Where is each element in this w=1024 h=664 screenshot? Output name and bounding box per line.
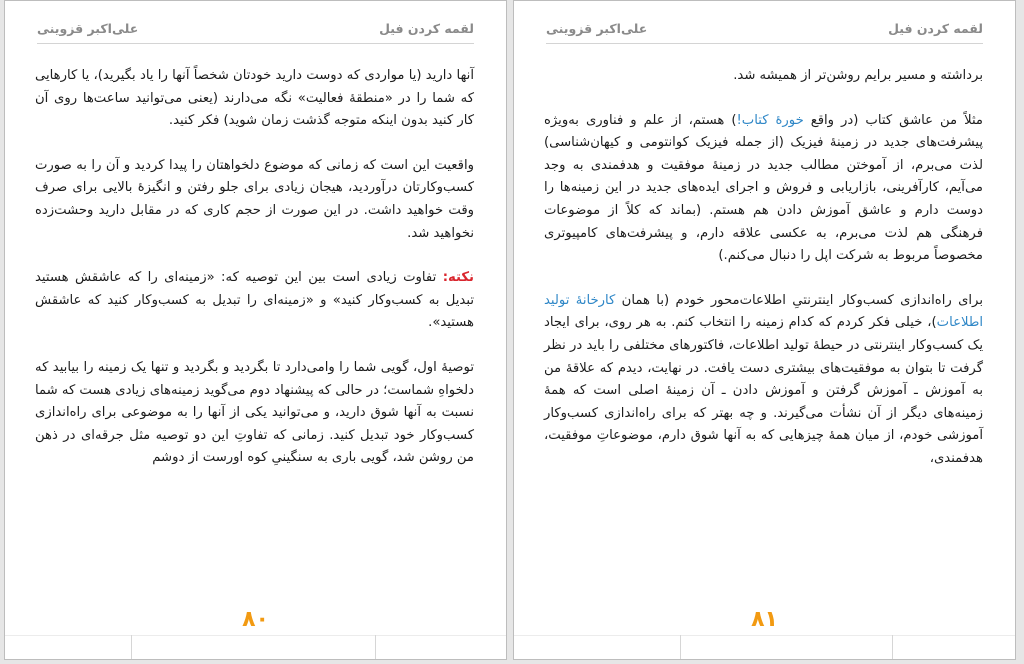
footer-divider — [514, 635, 1015, 636]
header-book-title: لقمه کردن فیل — [888, 20, 983, 36]
page-body — [35, 65, 474, 492]
page-header — [546, 13, 983, 44]
text-run: )، خیلی فکر کردم که کدام زمینه را انتخاب کنم. به هر روی، برای ایجاد یک کسب‌وکار اینترنتی در حیطهٔ تولید اطلاعات، فاکتورهای مختلفی را باید در نظر گرفت تا بتوان به موفقیت‌های بیشتری دست یافت. در نهایت، دیدم که علاقهٔ من به آموزش ـ آموزش گرفتن و آموزش دادن ـ آن زمینهٔ اصلی است که همهٔ زمینه‌های دیگر از آن نشأت می‌گیرند. و چه بهتر که برای راه‌اندازی کسب‌وکار آموزشی خودم، از میان همهٔ چیزهایی که به آنها شوق دارم، موضوعاتِ موفقیت، هدفمندی، — [544, 315, 983, 466]
header-author: علی‌اکبر قزوینی — [37, 20, 139, 36]
page-body — [544, 65, 983, 493]
header-book-title: لقمه کردن فیل — [379, 20, 474, 36]
page-number: ۸۰ — [242, 607, 269, 632]
footer-tick — [131, 635, 132, 660]
page-header — [37, 13, 474, 44]
note-paragraph — [35, 267, 474, 335]
paragraph: واقعیت این است که زمانی که موضوع دلخواهتان را پیدا کردید و آن را به صورت کسب‌وکارتان درآوردید، هیجان زیادی برای جلو رفتن و انگیزهٔ بالایی برای صرف وقت خواهید داشت. در این صورت از حجم کاری که در مقابل دارید وحشت‌زده نخواهید شد. — [35, 157, 474, 241]
text-run: برای راه‌اندازی کسب‌وکار اینترنتیِ اطلاعات‌محور خودم (با همان — [615, 292, 983, 308]
paragraph: برداشته و مسیر برایم روشن‌تر از همیشه شد. — [733, 68, 983, 83]
book-page-right — [513, 0, 1016, 660]
paragraph: توصیهٔ اول، گویی شما را وامی‌دارد تا بگردید و بگردید و تنها یک زمینه را بیابید که دلخواهِ شماست؛ در حالی که پیشنهاد دوم می‌گوید زمینه‌های زیادی هست که شما نسبت به آنها شوق دارید، و می‌توانید یکی از آنها را به موضوعی برای راه‌اندازی کسب‌وکار خود تبدیل کنید. زمانی که تفاوتِ این دو توصیه مثل جرقه‌ای در ذهن من روشن شد، گویی باری به سنگینیِ کوه اورست از دوشم — [35, 359, 474, 466]
paragraph — [544, 110, 983, 268]
page-number: ۸۱ — [751, 607, 778, 632]
link-book-worm[interactable]: خورهٔ کتاب! — [736, 112, 804, 128]
footer-tick — [680, 635, 681, 660]
note-text: تفاوت زیادی است بین این توصیه که: «زمینه‌ای را که عاشقش هستید تبدیل به کسب‌وکار کنید» و «زمینه‌ای را تبدیل به کسب‌وکار کنید که عاشقش هستید». — [35, 270, 474, 331]
text-run: ) هستم، از علم و فناوری به‌ویژه پیشرفت‌های جدید در زمینهٔ فیزیک (از جمله فیزیک کوانتومی و کیهان‌شناسی) لذت می‌برم، از آموختن مطالب جدید در زمینهٔ موفقیت و هدفمندی به وجد می‌آیم، کارآفرینی، بازاریابی و فروش و اجرای ایده‌های جدید در این زمینه‌ها را دوست دارم و عاشق آموزش دادن هم هستم. (بماند که کلاً از موضوعات فرهنگی هم لذت می‌برم، به عکسی علاقه دارم، و پیشرفت‌های کامپیوتری مخصوصاً مربوط به شرکت اپل را دنبال می‌کنم.) — [544, 112, 983, 264]
paragraph — [544, 290, 983, 471]
header-author: علی‌اکبر قزوینی — [546, 20, 648, 36]
book-page-left — [4, 0, 507, 660]
paragraph: آنها دارید (یا مواردی که دوست دارید خودتان شخصاً آنها را یاد بگیرید)، یا کارهایی که شما را در «منطقهٔ فعالیت» نگه می‌دارند (یعنی می‌توانید ساعت‌ها روی آن کار کنید بدون اینکه متوجه گذشت زمان شوید) فکر کنید. — [35, 68, 474, 129]
footer-divider — [5, 635, 506, 636]
link-info-factory[interactable]: کارخانهٔ تولید اطلاعات — [544, 292, 983, 331]
footer-tick — [375, 635, 376, 660]
text-run: مثلاً من عاشق کتاب (در واقع — [803, 112, 983, 128]
footer-tick — [892, 635, 893, 660]
note-label: نکته: — [442, 270, 474, 286]
